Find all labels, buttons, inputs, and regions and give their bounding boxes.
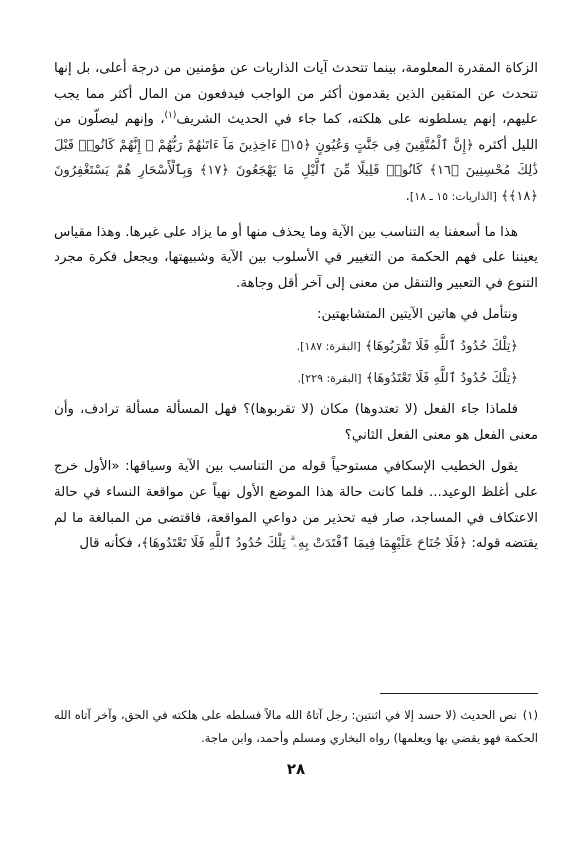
- verse-reference-baqarah-229: [البقرة: ٢٢٩].: [297, 371, 362, 385]
- main-text: [54, 56, 538, 557]
- paragraph-2: هذا ما أسعفنا به التناسب بين الآية وما يحذف منها أو ما يزاد على غيرها. وهذا مقياس يعيننا على فهم الحكمة من التغيير في الأسلوب بين الآية وشبيهتها، ويجعل فكرة مجرد التنوع في التعبير والتنقل من معنى إلى آخر أقل وجاهة.: [54, 224, 538, 291]
- paragraph-4: فلماذا جاء الفعل (لا تعتدوها) مكان (لا تقربوها)؟ فهل المسألة مسألة ترادف، وأن معنى الفعل هو معنى الفعل الثاني؟: [54, 402, 538, 443]
- paragraph-5-end: ، فكأنه قال: [79, 536, 142, 552]
- paragraph-5-text: يقول الخطيب الإسكافي مستوحياً قوله من التناسب بين الآية وسياقها: «الأول خرج على أغلظ الوعيد... فلما كانت حالة هذا الموضع الأول نهياً عن مواقعة النساء في حالة الاعتكاف في المساجد، صار فيه تحذير من دواعي المواقعة، فاقتضى من المبالغة ما لم يقتضه قوله:: [54, 459, 538, 552]
- verse-line-baqarah-229: [54, 366, 538, 392]
- paragraph-1: [54, 56, 538, 210]
- footnote-1: [54, 704, 538, 749]
- footnote-divider: [380, 693, 538, 694]
- paragraph-3: ونتأمل في هاتين الآيتين المتشابهتين:: [317, 307, 518, 323]
- verse-reference-baqarah-187: [البقرة: ١٨٧].: [296, 339, 361, 353]
- footnote-reference: (١): [164, 110, 177, 121]
- paragraph-1-text: الزكاة المقدرة المعلومة، بينما تتحدث آيات الذاريات عن مؤمنين من درجة أعلى، بل إنها تتحدث عن المتقين الذين يقدمون أكثر من الواجب فيدفعون من المال أكثر مما يجب عليهم، إنهم يسلطونه على هلكته، كما جاء في الحديث الشريف: [54, 61, 538, 128]
- footnotes: [54, 704, 538, 749]
- book-page: [54, 56, 538, 836]
- verse-line-baqarah-187: [54, 334, 538, 360]
- quran-verse-baqarah-229: ﴿تِلْكَ حُدُودُ ٱللَّهِ فَلَا تَعْتَدُوهَا﴾: [365, 370, 518, 386]
- footnote-text: نص الحديث (لا حسد إلا في اثنتين: رجل آتاهُ الله مالاً فسلطه على هلكته في الحق، وآخر آتاه الله الحكمة فهو يقضي بها ويعلمها) رواه البخاري ومسلم وأحمد، وابن ماجة.: [54, 708, 538, 745]
- footnote-number: (١): [522, 708, 538, 722]
- page-number: ٢٨: [286, 760, 306, 778]
- quran-verse-baqarah-229-full: ﴿فَلَا جُنَاحَ عَلَيْهِمَا فِيمَا ٱفْتَدَتْ بِهِۦ ۗ تِلْكَ حُدُودُ ٱللَّهِ فَلَا تَعْتَدُوهَا﴾: [141, 536, 468, 552]
- verse-reference-dhariyat: [الذاريات: ١٥ ـ ١٨]: [409, 189, 497, 203]
- quran-verse-dhariyat: ﴿إِنَّ ٱلْمُتَّقِينَ فِى جَنَّٰتٍ وَعُيُونٍ ﴿١٥﴾ ءَاخِذِينَ مَآ ءَاتَىٰهُمْ رَبُّهُمْ ۚ إِنَّهُمْ كَانُوا۟ قَبْلَ ذَٰلِكَ مُحْسِنِينَ ﴿١٦﴾ كَانُوا۟ قَلِيلًا مِّنَ ٱلَّيْلِ مَا يَهْجَعُونَ ﴿١٧﴾ وَبِٱلْأَسْحَارِ هُمْ يَسْتَغْفِرُونَ ﴿١٨﴾﴾: [54, 137, 538, 204]
- paragraph-1-continuation: ، وإنهم ليصلّون من الليل أكثره: [54, 112, 539, 153]
- quran-verse-baqarah-187: ﴿تِلْكَ حُدُودُ ٱللَّهِ فَلَا تَقْرَبُوهَا﴾: [365, 338, 518, 354]
- paragraph-1-end: .: [405, 188, 410, 204]
- paragraph-5: [54, 454, 538, 556]
